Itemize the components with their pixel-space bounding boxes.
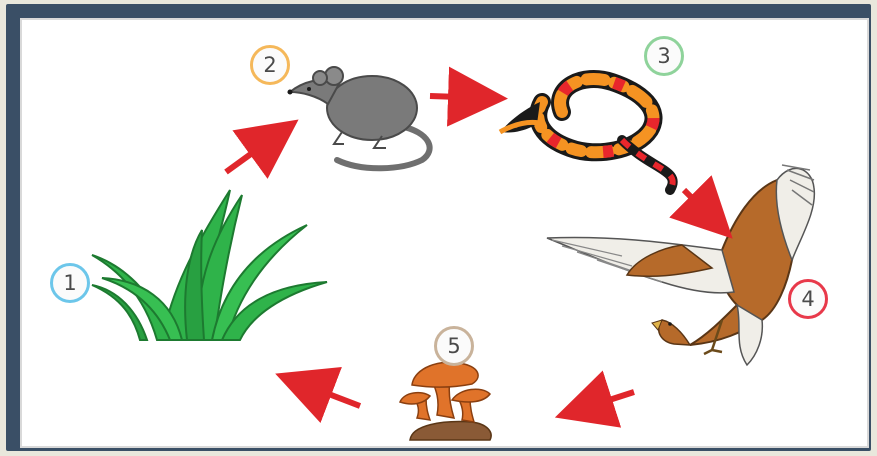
node-label-3: 3 (657, 44, 671, 68)
arrow-1-to-2 (226, 130, 284, 172)
arrow-3-to-4 (684, 190, 720, 226)
node-badge-2 (250, 45, 290, 85)
node-label-1: 1 (63, 271, 77, 295)
node-badge-4 (788, 279, 828, 319)
node-badge-3 (644, 36, 684, 76)
diagram-frame (6, 4, 871, 451)
grass-illustration (92, 190, 327, 340)
mouse-illustration (288, 67, 430, 168)
mushrooms-illustration (400, 362, 491, 440)
arrow-4-to-5 (572, 392, 634, 412)
snake-illustration (500, 79, 673, 190)
arrow-5-to-1 (292, 380, 360, 406)
arrow-2-to-3 (430, 96, 490, 98)
eagle-illustration (547, 165, 814, 365)
node-label-2: 2 (263, 53, 277, 77)
node-badge-1 (50, 263, 90, 303)
illustration-layer (22, 20, 871, 450)
node-label-5: 5 (447, 334, 461, 358)
node-badge-5 (434, 326, 474, 366)
node-label-4: 4 (801, 287, 815, 311)
food-web-canvas (20, 18, 869, 448)
